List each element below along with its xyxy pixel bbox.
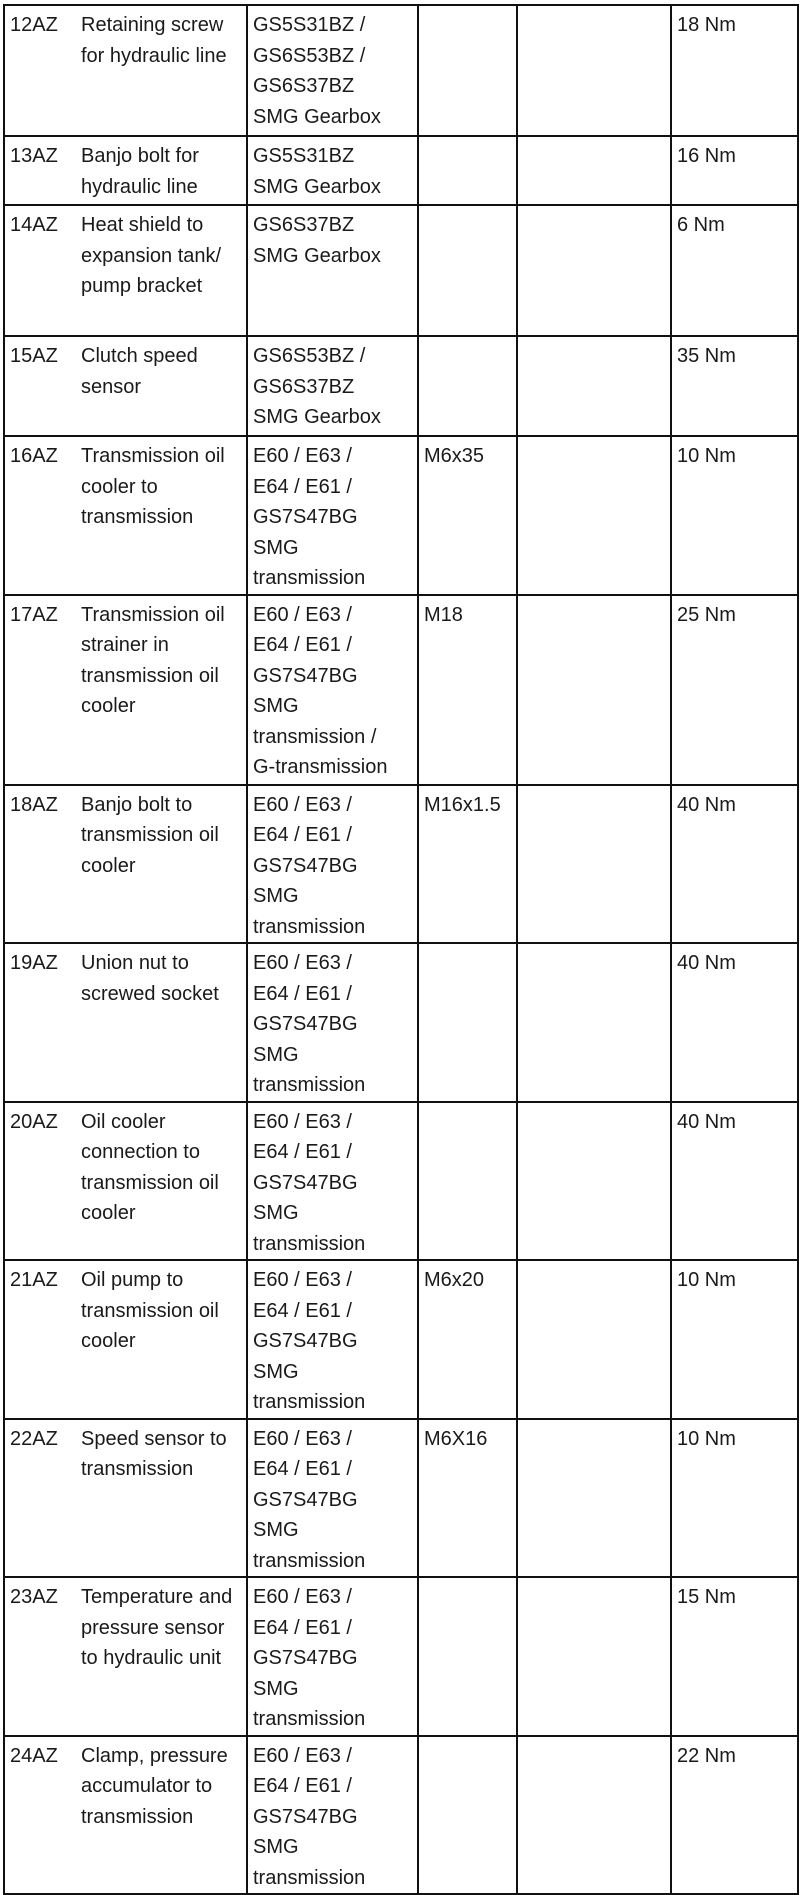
item-code-cell: 13AZ (4, 136, 76, 205)
torque-value-cell: 18 Nm (671, 5, 798, 136)
empty-cell (517, 1577, 671, 1736)
empty-cell (517, 595, 671, 785)
thread-size-cell: M6X16 (418, 1419, 517, 1578)
item-code-cell: 16AZ (4, 436, 76, 595)
torque-value-cell: 40 Nm (671, 785, 798, 944)
thread-size-cell: M16x1.5 (418, 785, 517, 944)
item-code-cell: 17AZ (4, 595, 76, 785)
torque-value-cell: 25 Nm (671, 595, 798, 785)
empty-cell (517, 436, 671, 595)
empty-cell (517, 785, 671, 944)
empty-cell (517, 943, 671, 1102)
table-row (4, 5, 798, 136)
model-line: transmission (253, 1549, 366, 1572)
description-cell: Union nut to screwed socket (76, 943, 247, 1102)
table-row (4, 205, 798, 336)
table-row (4, 436, 798, 595)
model-line: E64 / E61 / (253, 824, 352, 846)
model-line: transmission (253, 1232, 366, 1255)
torque-value-cell: 16 Nm (671, 136, 798, 205)
model-line: E64 / E61 / (253, 1616, 352, 1639)
model-cell (247, 943, 418, 1102)
thread-size-cell: M6x35 (418, 436, 517, 595)
thread-size-cell (418, 5, 517, 136)
model-line: GS7S47BG (253, 1488, 358, 1511)
model-line: GS6S37BZ (253, 214, 355, 236)
model-line: E60 / E63 / (253, 793, 352, 816)
model-cell (247, 1102, 418, 1261)
model-line: E64 / E61 / (253, 634, 352, 656)
description-cell: Banjo bolt to transmission oil cooler (76, 785, 247, 944)
thread-size-cell (418, 1577, 517, 1736)
model-line: transmission (253, 1074, 366, 1096)
model-line: transmission (253, 1866, 366, 1889)
model-cell (247, 205, 418, 336)
torque-value-cell: 10 Nm (671, 436, 798, 595)
table-row (4, 785, 798, 944)
model-line: SMG (253, 695, 299, 717)
empty-cell (517, 1260, 671, 1419)
model-cell (247, 436, 418, 595)
description-cell: Heat shield to expansion tank/ pump bracket (76, 205, 247, 336)
torque-value-cell: 40 Nm (671, 943, 798, 1102)
table-row (4, 1102, 798, 1261)
model-cell (247, 1260, 418, 1419)
model-line: E64 / E61 / (253, 1775, 352, 1797)
description-cell: Oil cooler connection to transmission oil cooler (76, 1102, 247, 1261)
model-line: G-transmission (253, 756, 388, 778)
model-line: E64 / E61 / (253, 1299, 352, 1322)
model-line: transmission / (253, 725, 377, 748)
model-cell (247, 595, 418, 785)
torque-value-cell: 6 Nm (671, 205, 798, 336)
model-line: GS7S47BG (253, 1171, 358, 1194)
description-cell: Retaining screw for hydraulic line (76, 5, 247, 136)
table-row (4, 1419, 798, 1578)
description-cell: Clutch speed sensor (76, 336, 247, 436)
model-line: transmission (253, 1708, 366, 1730)
model-line: GS7S47BG (253, 1805, 358, 1828)
model-line: SMG (253, 1202, 299, 1224)
item-code-cell: 18AZ (4, 785, 76, 944)
empty-cell (517, 136, 671, 205)
thread-size-cell (418, 1102, 517, 1261)
thread-size-cell (418, 336, 517, 436)
item-code-cell: 20AZ (4, 1102, 76, 1261)
model-line: SMG (253, 885, 299, 907)
model-line: E60 / E63 / (253, 445, 352, 467)
empty-cell (517, 1419, 671, 1578)
torque-value-cell: 15 Nm (671, 1577, 798, 1736)
table-row (4, 136, 798, 205)
model-line: GS7S47BG (253, 664, 358, 687)
empty-cell (517, 1736, 671, 1895)
model-line: GS6S53BZ / (253, 345, 366, 367)
thread-size-cell: M18 (418, 595, 517, 785)
model-line: E60 / E63 / (253, 1586, 352, 1608)
model-line: GS7S47BG (253, 506, 358, 528)
model-line: E60 / E63 / (253, 603, 352, 626)
model-cell (247, 785, 418, 944)
torque-value-cell: 10 Nm (671, 1419, 798, 1578)
item-code-cell: 21AZ (4, 1260, 76, 1419)
model-cell (247, 5, 418, 136)
item-code-cell: 23AZ (4, 1577, 76, 1736)
model-line: transmission (253, 567, 366, 589)
table-row (4, 1260, 798, 1419)
table-row (4, 943, 798, 1102)
empty-cell (517, 5, 671, 136)
model-cell (247, 1736, 418, 1895)
thread-size-cell (418, 943, 517, 1102)
thread-size-cell (418, 136, 517, 205)
model-line: E60 / E63 / (253, 1110, 352, 1133)
model-line: SMG (253, 1360, 299, 1383)
model-line: GS7S47BG (253, 854, 358, 877)
description-cell: Clamp, pressure accumulator to transmission (76, 1736, 247, 1895)
table-row (4, 336, 798, 436)
model-cell (247, 1419, 418, 1578)
model-line: GS6S53BZ / (253, 44, 366, 67)
table-row (4, 595, 798, 785)
thread-size-cell (418, 1736, 517, 1895)
model-line: transmission (253, 915, 366, 938)
description-cell: Temperature and pressure sensor to hydraulic unit (76, 1577, 247, 1736)
item-code-cell: 24AZ (4, 1736, 76, 1895)
item-code-cell: 12AZ (4, 5, 76, 136)
item-code-cell: 22AZ (4, 1419, 76, 1578)
description-cell: Transmission oil strainer in transmission oil cooler (76, 595, 247, 785)
table-body (4, 5, 798, 1894)
model-line: SMG (253, 1836, 299, 1858)
model-line: GS7S47BG (253, 1647, 358, 1669)
item-code-cell: 15AZ (4, 336, 76, 436)
model-line: SMG Gearbox (253, 244, 381, 267)
model-line: SMG (253, 536, 299, 559)
torque-value-cell: 40 Nm (671, 1102, 798, 1261)
model-line: E64 / E61 / (253, 475, 352, 498)
description-cell: Transmission oil cooler to transmission (76, 436, 247, 595)
model-line: SMG (253, 1677, 299, 1700)
model-line: E60 / E63 / (253, 1269, 352, 1291)
model-line: GS6S37BZ (253, 375, 355, 398)
model-line: GS5S31BZ (253, 145, 355, 167)
empty-cell (517, 1102, 671, 1261)
torque-value-cell: 35 Nm (671, 336, 798, 436)
table-row (4, 1736, 798, 1895)
model-line: E60 / E63 / (253, 952, 352, 974)
description-cell: Speed sensor to transmission (76, 1419, 247, 1578)
model-line: E64 / E61 / (253, 982, 352, 1005)
empty-cell (517, 336, 671, 436)
description-cell: Banjo bolt for hydraulic line (76, 136, 247, 205)
item-code-cell: 19AZ (4, 943, 76, 1102)
torque-specification-table (3, 4, 799, 1895)
model-line: SMG Gearbox (253, 105, 381, 128)
thread-size-cell: M6x20 (418, 1260, 517, 1419)
torque-value-cell: 10 Nm (671, 1260, 798, 1419)
model-cell (247, 1577, 418, 1736)
model-line: GS7S47BG (253, 1330, 358, 1352)
model-line: GS6S37BZ (253, 75, 355, 97)
model-line: E64 / E61 / (253, 1458, 352, 1480)
model-cell (247, 136, 418, 205)
model-line: E60 / E63 / (253, 1427, 352, 1450)
model-line: SMG Gearbox (253, 175, 381, 198)
model-line: GS7S47BG (253, 1013, 358, 1035)
model-line: E60 / E63 / (253, 1744, 352, 1767)
model-line: SMG Gearbox (253, 406, 381, 428)
description-cell: Oil pump to transmission oil cooler (76, 1260, 247, 1419)
model-line: SMG (253, 1043, 299, 1066)
thread-size-cell (418, 205, 517, 336)
model-line: transmission (253, 1391, 366, 1413)
empty-cell (517, 205, 671, 336)
torque-value-cell: 22 Nm (671, 1736, 798, 1895)
model-line: E64 / E61 / (253, 1141, 352, 1163)
item-code-cell: 14AZ (4, 205, 76, 336)
model-cell (247, 336, 418, 436)
model-line: GS5S31BZ / (253, 14, 366, 36)
model-line: SMG (253, 1519, 299, 1541)
table-row (4, 1577, 798, 1736)
